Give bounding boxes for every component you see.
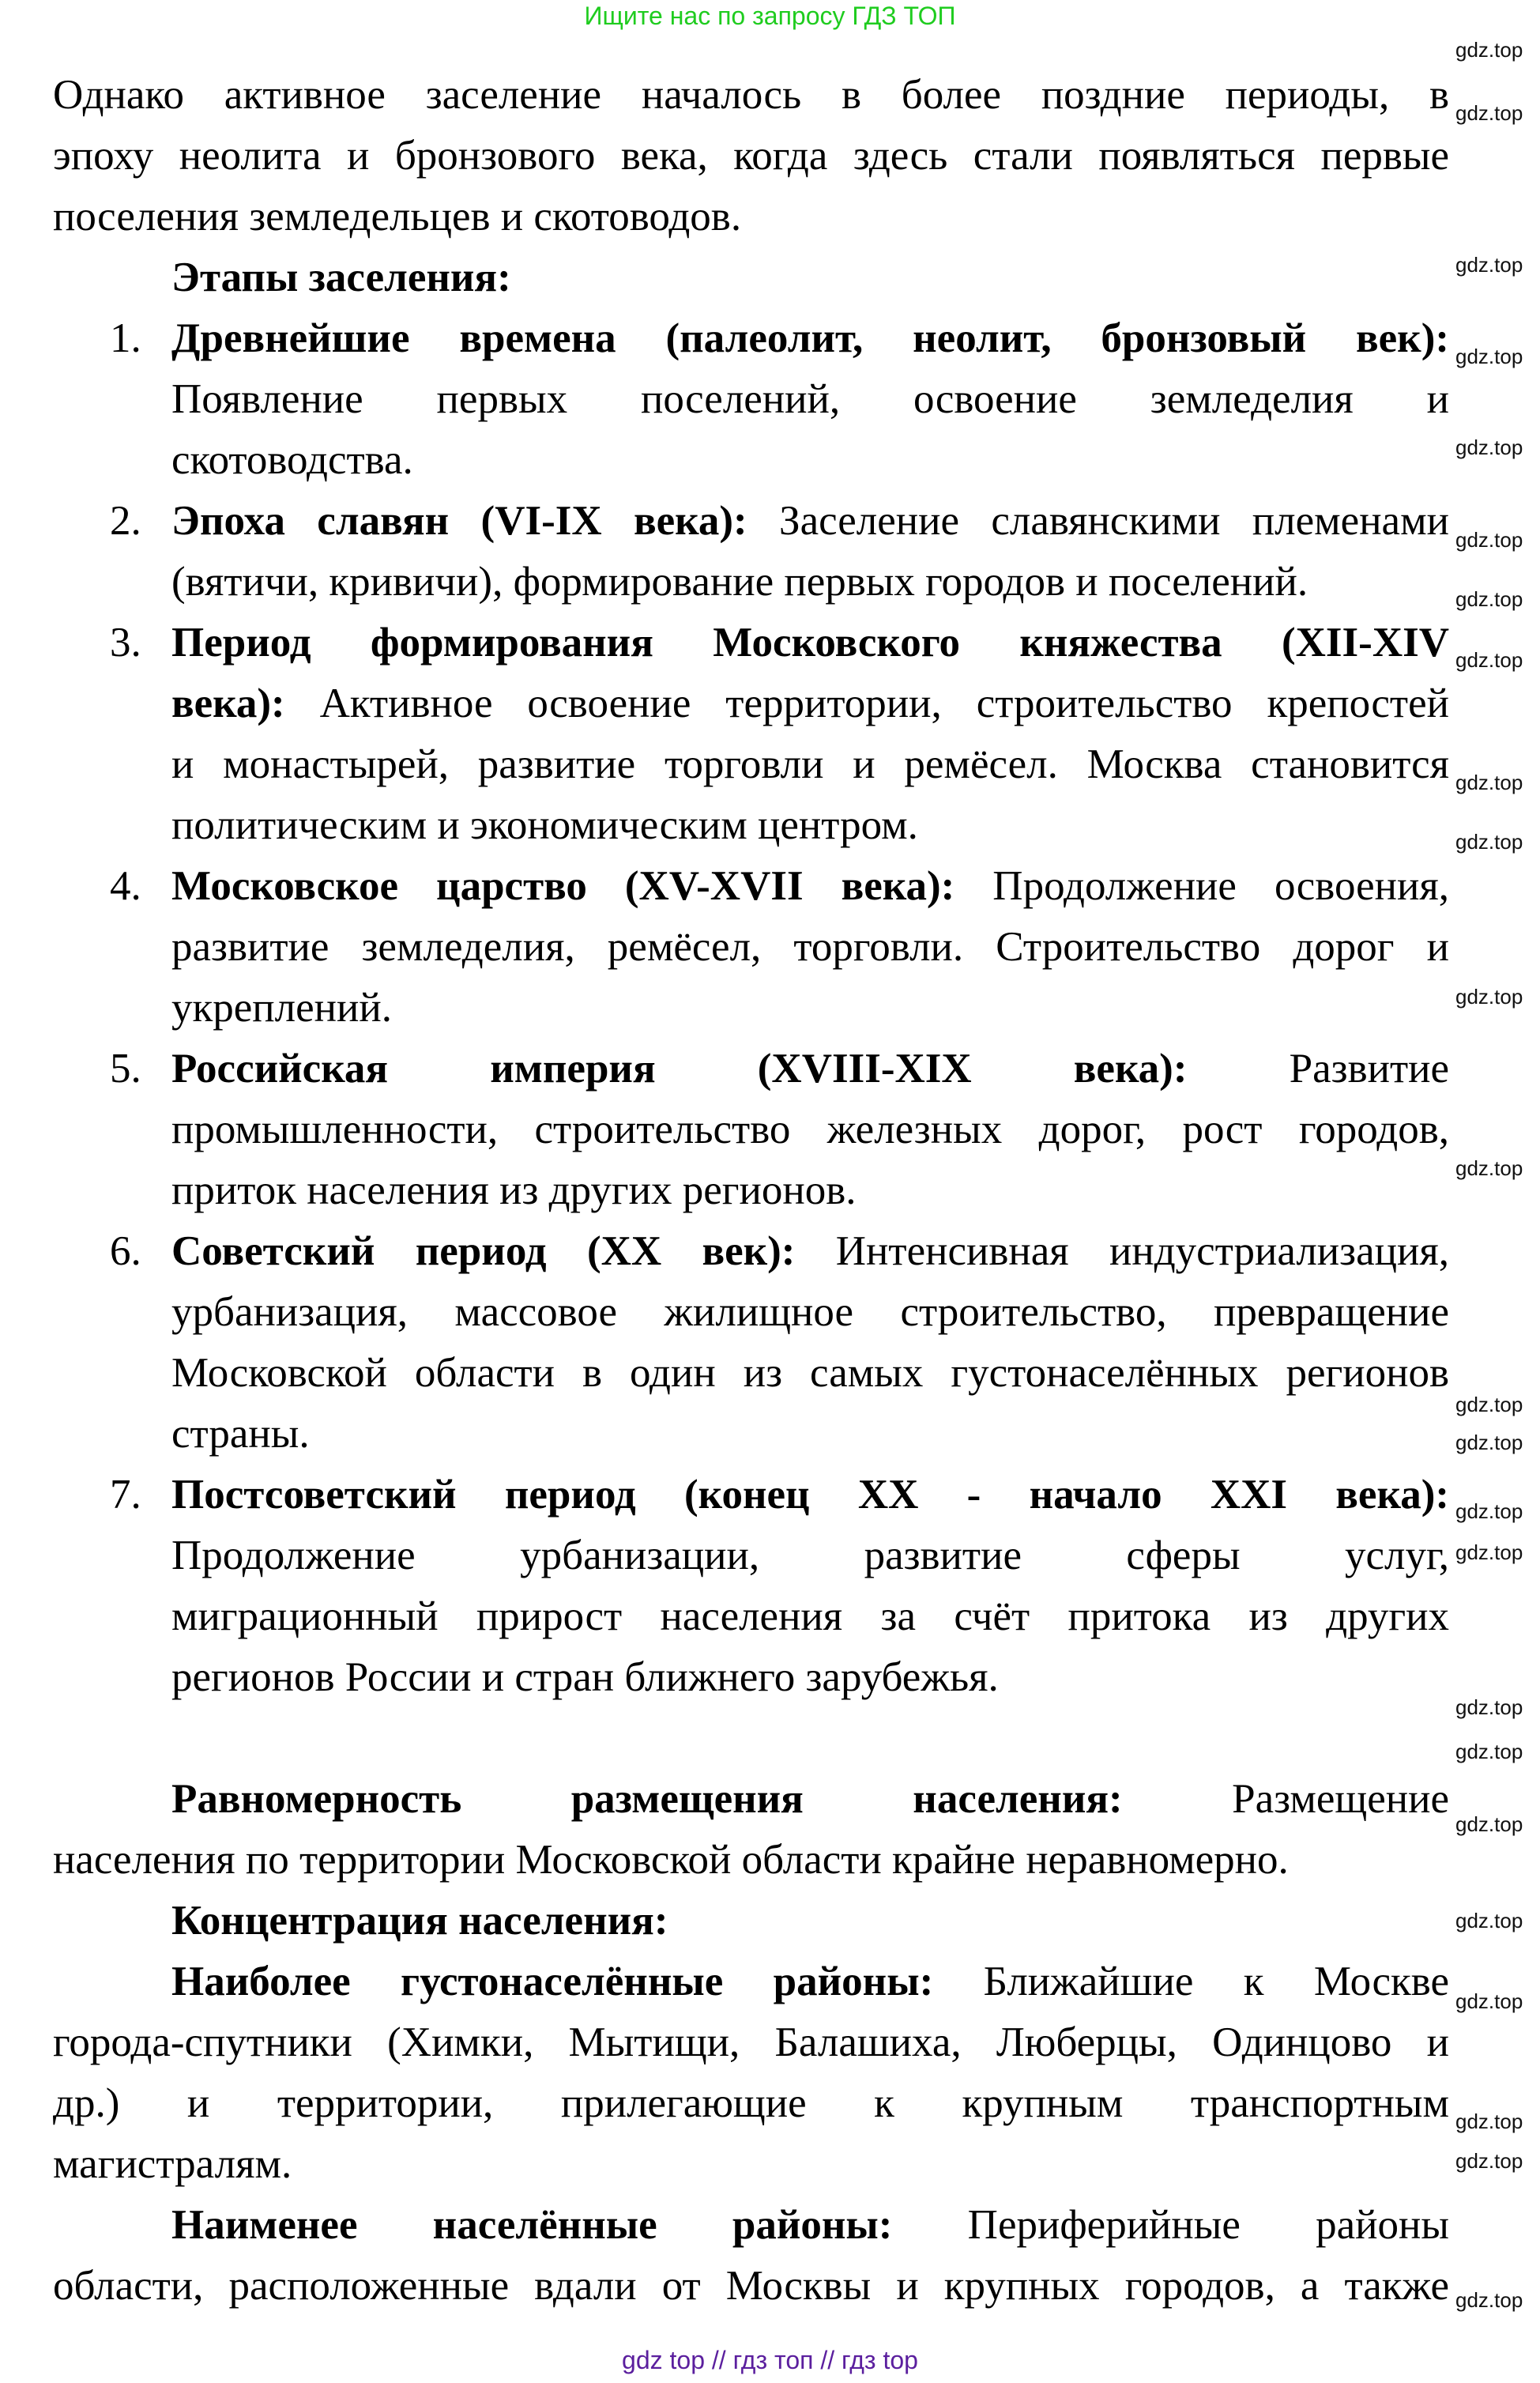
body-text: Развитие	[1187, 1046, 1450, 1092]
text-line	[171, 1708, 1449, 1769]
bold-heading: Эпоха славян (VI-IX века):	[171, 498, 747, 544]
watermark-text: gdz.top	[1455, 101, 1523, 125]
watermark-text: gdz.top	[1455, 648, 1523, 672]
list-item-line	[110, 856, 1449, 917]
text-line	[171, 1525, 1449, 1586]
list-number: 3.	[110, 620, 141, 666]
watermark-text: gdz.top	[1455, 1156, 1523, 1180]
watermark-text: gdz.top	[1455, 253, 1523, 277]
watermark-text: gdz.top	[1455, 1740, 1523, 1763]
text-line	[53, 2073, 1449, 2134]
list-number: 1.	[110, 315, 141, 361]
body-text: Активное освоение территории, строительство крепостей	[284, 681, 1449, 726]
text-line	[171, 430, 1449, 491]
body-text: магистралям.	[53, 2141, 292, 2187]
text-line	[171, 1586, 1449, 1647]
list-number: 4.	[110, 863, 141, 909]
list-item-line	[110, 1221, 1449, 1282]
body-text: др.) и территории, прилегающие к крупным транспортным	[53, 2080, 1449, 2126]
body-text: Появление первых поселений, освоение земледелия и	[171, 376, 1449, 422]
body-text: Продолжение урбанизации, развитие сферы услуг,	[171, 1533, 1449, 1578]
body-text: Московской области в один из самых густонаселённых регионов	[171, 1350, 1449, 1396]
text-line	[171, 1951, 1449, 2012]
list-item-line	[110, 491, 1449, 552]
text-line	[171, 734, 1449, 795]
body-text: приток населения из других регионов.	[171, 1167, 857, 1213]
list-item-line	[110, 1465, 1449, 1525]
watermark-text: gdz.top	[1455, 436, 1523, 459]
bold-heading: Наиболее густонаселённые районы:	[171, 1959, 934, 2004]
text-line	[171, 369, 1449, 430]
text-line	[171, 1343, 1449, 1404]
text-line	[171, 247, 1449, 308]
text-line	[53, 2256, 1449, 2317]
list-item-line	[110, 613, 1449, 673]
text-line	[171, 1404, 1449, 1465]
body-text: и монастырей, развитие торговли и ремёсел. Москва становится	[171, 741, 1449, 787]
body-text: Периферийные районы	[892, 2202, 1449, 2248]
body-text: развитие земледелия, ремёсел, торговли. Строительство дорог и	[171, 924, 1449, 970]
body-text: Продолжение освоения,	[954, 863, 1449, 909]
body-text: промышленности, строительство железных дорог, рост городов,	[171, 1107, 1449, 1152]
text-line	[171, 673, 1449, 734]
watermark-text: gdz.top	[1455, 2110, 1523, 2133]
body-text: Интенсивная индустриализация,	[795, 1228, 1449, 1274]
text-line	[171, 1099, 1449, 1160]
text-line	[171, 1160, 1449, 1221]
text-line	[171, 978, 1449, 1039]
bold-heading: века):	[171, 681, 285, 726]
body-text: населения по территории Московской области крайне неравномерно.	[53, 1837, 1289, 1883]
watermark-text: gdz.top	[1455, 345, 1523, 368]
bold-heading: Наименее населённые районы:	[171, 2202, 893, 2248]
watermark-text: gdz.top	[1455, 1499, 1523, 1523]
text-line	[171, 1769, 1449, 1830]
list-number: 7.	[110, 1472, 141, 1518]
list-number: 5.	[110, 1046, 141, 1092]
bold-heading: Равномерность размещения населения:	[171, 1776, 1123, 1822]
text-line	[171, 1891, 1449, 1951]
search-banner: Ищите нас по запросу ГДЗ ТОП	[584, 2, 956, 30]
list-number: 6.	[110, 1228, 141, 1274]
watermark-text: gdz.top	[1455, 38, 1523, 62]
body-text: урбанизация, массовое жилищное строительство, превращение	[171, 1289, 1449, 1335]
watermark-text: gdz.top	[1455, 2288, 1523, 2312]
footer-links[interactable]: gdz top // гдз топ // гдз top	[622, 2346, 918, 2374]
body-text: Однако активное заселение началось в более поздние периоды, в	[53, 72, 1449, 118]
body-text: поселения земледельцев и скотоводов.	[53, 194, 742, 239]
text-line	[171, 1282, 1449, 1343]
watermark-text: gdz.top	[1455, 1431, 1523, 1454]
watermark-text: gdz.top	[1455, 1540, 1523, 1564]
bold-heading: Древнейшие времена (палеолит, неолит, бронзовый век):	[171, 315, 1449, 361]
text-line	[53, 65, 1449, 126]
body-text: области, расположенные вдали от Москвы и крупных городов, а также	[53, 2263, 1449, 2309]
watermark-text: gdz.top	[1455, 830, 1523, 854]
watermark-text: gdz.top	[1455, 1812, 1523, 1836]
list-item-line	[110, 308, 1449, 369]
body-text: (вятичи, кривичи), формирование первых городов и поселений.	[171, 559, 1308, 605]
watermark-text: gdz.top	[1455, 587, 1523, 611]
list-number: 2.	[110, 498, 141, 544]
bold-heading: Российская империя (XVIII-XIX века):	[171, 1046, 1188, 1092]
body-text: города-спутники (Химки, Мытищи, Балашиха, Люберцы, Одинцово и	[53, 2019, 1449, 2065]
list-item-line	[110, 1039, 1450, 1099]
body-text: Размещение	[1122, 1776, 1449, 1822]
bold-heading: Этапы заселения:	[171, 255, 511, 300]
watermark-text: gdz.top	[1455, 1393, 1523, 1416]
bold-heading: Московское царство (XV-XVII века):	[171, 863, 955, 909]
watermark-text: gdz.top	[1455, 1695, 1523, 1719]
text-line	[53, 187, 1449, 247]
text-line	[171, 795, 1449, 856]
body-text: страны.	[171, 1411, 310, 1457]
bold-heading: Советский период (XX век):	[171, 1228, 796, 1274]
text-line	[171, 552, 1449, 613]
body-text: укреплений.	[171, 985, 392, 1031]
text-line	[171, 1647, 1449, 1708]
body-text: миграционный прирост населения за счёт притока из других	[171, 1593, 1449, 1639]
bold-heading: Период формирования Московского княжества (XII-XIV	[171, 620, 1449, 666]
text-line	[53, 126, 1449, 187]
watermark-text: gdz.top	[1455, 1909, 1523, 1932]
text-line	[53, 1830, 1449, 1891]
bold-heading: Концентрация населения:	[171, 1898, 668, 1944]
watermark-text: gdz.top	[1455, 1989, 1523, 2013]
text-line	[171, 2195, 1449, 2256]
text-line	[53, 2134, 1449, 2195]
watermark-text: gdz.top	[1455, 771, 1523, 794]
body-text: Заселение славянскими племенами	[747, 498, 1449, 544]
watermark-text: gdz.top	[1455, 985, 1523, 1009]
watermark-text: gdz.top	[1455, 528, 1523, 552]
body-text: скотоводства.	[171, 437, 413, 483]
bold-heading: Постсоветский период (конец XX - начало XXI века):	[171, 1472, 1449, 1518]
body-text: регионов России и стран ближнего зарубежья.	[171, 1654, 999, 1700]
body-text: эпоху неолита и бронзового века, когда здесь стали появляться первые	[53, 133, 1449, 179]
text-line	[171, 917, 1449, 978]
text-line	[53, 2012, 1449, 2073]
watermark-text: gdz.top	[1455, 2149, 1523, 2173]
body-text: Ближайшие к Москве	[933, 1959, 1450, 2004]
body-text: политическим и экономическим центром.	[171, 802, 918, 848]
